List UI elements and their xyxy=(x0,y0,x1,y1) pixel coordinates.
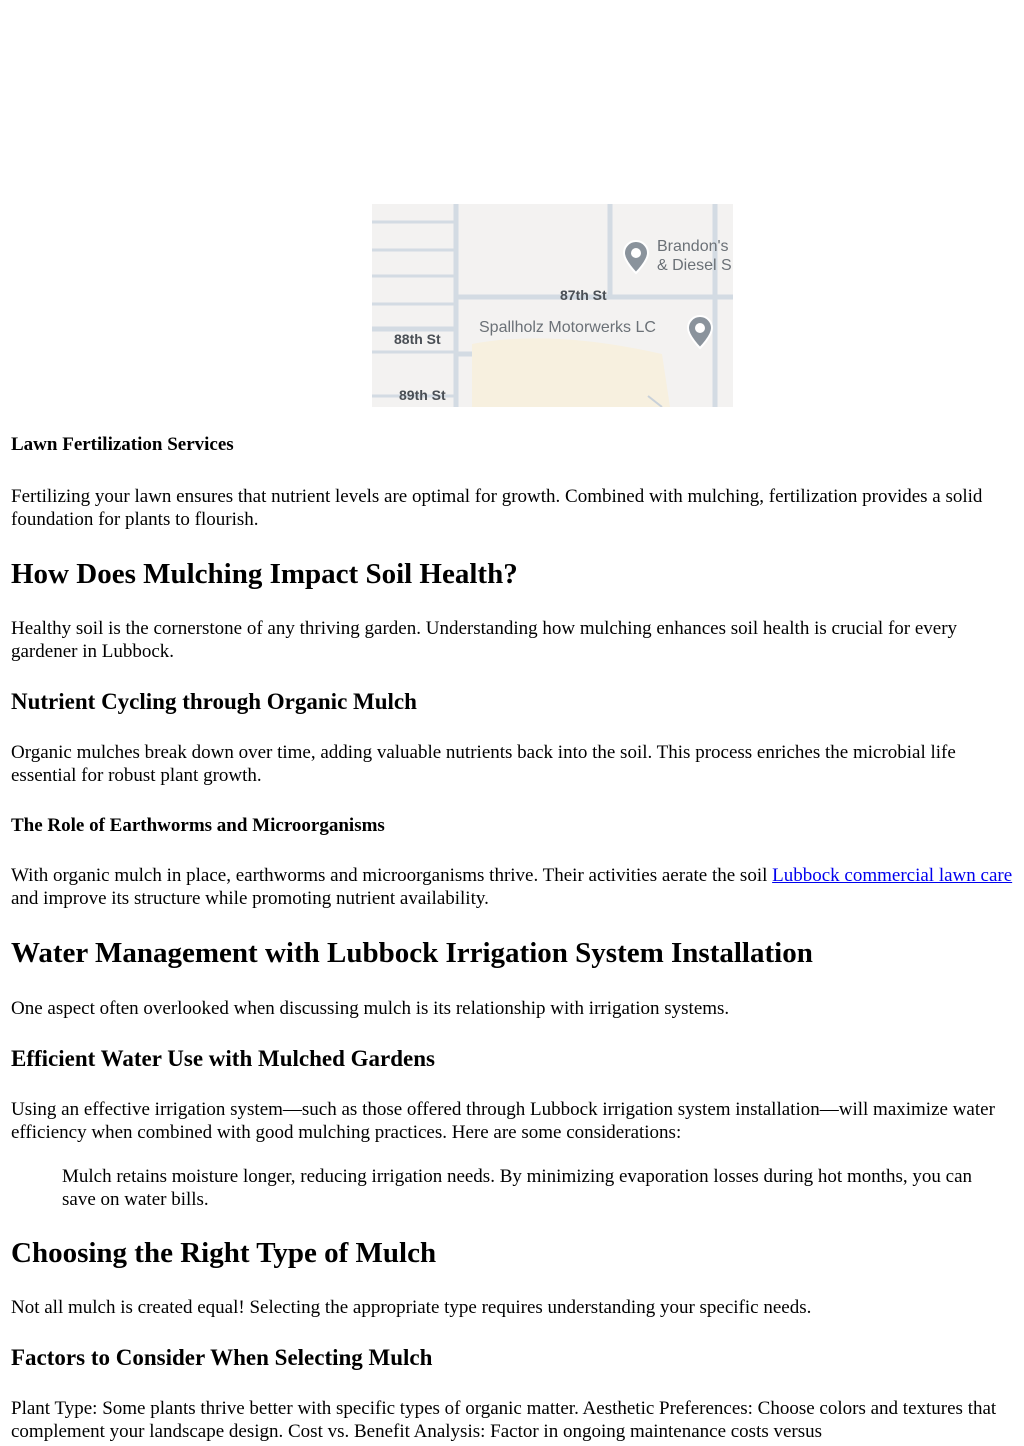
efficient-water-heading: Efficient Water Use with Mulched Gardens xyxy=(11,1046,435,1071)
earthworms-text-before: With organic mulch in place, earthworms and microorganisms thrive. Their activities aerate the soil xyxy=(11,865,773,886)
choosing-mulch-heading: Choosing the Right Type of Mulch xyxy=(11,1237,437,1269)
map-roads xyxy=(372,204,733,407)
earthworms-text-after: and improve its structure while promoting nutrient availability. xyxy=(11,888,489,909)
street-label-89th: 89th St xyxy=(399,387,446,403)
location-map[interactable] xyxy=(372,204,733,407)
lawn-fertilization-heading: Lawn Fertilization Services xyxy=(11,434,234,455)
water-management-heading: Water Management with Lubbock Irrigation System Installation xyxy=(11,937,813,969)
soil-health-paragraph: Healthy soil is the cornerstone of any thriving garden. Understanding how mulching enhances soil health is crucial for every gardener in Lubbock. xyxy=(11,618,958,662)
business-label-brandons-line2[interactable]: & Diesel S xyxy=(657,257,732,274)
efficient-water-paragraph: Using an effective irrigation system—such as those offered through Lubbock irrigation system installation—will maximize water efficiency when combined with good mulching practices. Here are some considerations: xyxy=(11,1099,995,1143)
earthworms-paragraph xyxy=(11,864,1015,910)
water-management-paragraph: One aspect often overlooked when discussing mulch is its relationship with irrigation systems. xyxy=(11,998,730,1019)
lubbock-commercial-lawn-care-link[interactable]: Lubbock commercial lawn care xyxy=(772,865,1013,886)
factors-heading: Factors to Consider When Selecting Mulch xyxy=(11,1345,433,1370)
factors-paragraph: Plant Type: Some plants thrive better with specific types of organic matter. Aesthetic Preferences: Choose colors and textures that complement your landscape design. Cost vs. Benefit Analysis: Factor in ongoing maintenance costs versus xyxy=(11,1398,997,1442)
nutrient-cycling-heading: Nutrient Cycling through Organic Mulch xyxy=(11,689,417,714)
map-pin-icon[interactable] xyxy=(621,239,651,275)
business-label-brandons-line1[interactable]: Brandon's xyxy=(657,238,729,255)
earthworms-heading: The Role of Earthworms and Microorganisms xyxy=(11,815,385,836)
business-label-spallholz[interactable]: Spallholz Motorwerks LC xyxy=(479,319,656,336)
soil-health-heading: How Does Mulching Impact Soil Health? xyxy=(11,558,518,590)
map-pin-icon[interactable] xyxy=(685,314,715,350)
nutrient-cycling-paragraph: Organic mulches break down over time, adding valuable nutrients back into the soil. This process enriches the microbial life essential for robust plant growth. xyxy=(11,742,956,786)
street-label-88th: 88th St xyxy=(394,331,441,347)
street-label-87th: 87th St xyxy=(560,287,607,303)
efficient-water-blockquote: Mulch retains moisture longer, reducing irrigation needs. By minimizing evaporation losses during hot months, you can save on water bills. xyxy=(62,1166,973,1210)
lawn-fertilization-paragraph: Fertilizing your lawn ensures that nutrient levels are optimal for growth. Combined with mulching, fertilization provides a solid foundation for plants to flourish. xyxy=(11,486,983,530)
choosing-mulch-paragraph: Not all mulch is created equal! Selecting the appropriate type requires understanding your specific needs. xyxy=(11,1297,812,1318)
